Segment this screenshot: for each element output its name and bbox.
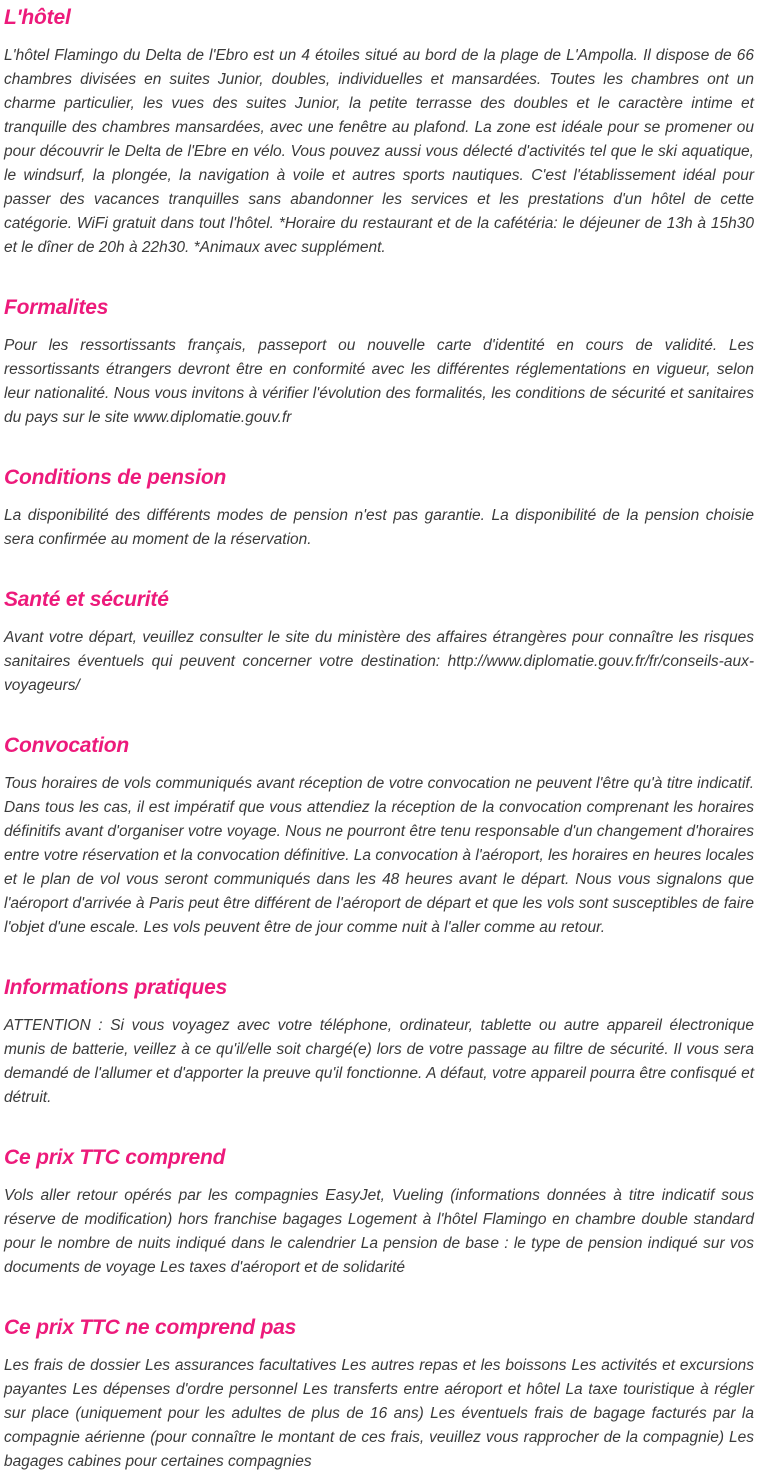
section-convocation xyxy=(4,732,754,940)
section-informations-pratiques xyxy=(4,974,754,1110)
section-sante-securite xyxy=(4,586,754,698)
section-prix-ttc-ne-comprend-pas xyxy=(4,1314,754,1474)
section-body-sante-securite: Avant votre départ, veuillez consulter le site du ministère des affaires étrangères pour connaître les risques sanitaires éventuels qui peuvent concerner votre destination: http://www.diplomatie.gouv.fr/fr/conseils-aux-voyageurs/ xyxy=(4,629,754,694)
section-heading-formalites: Formalites xyxy=(4,296,109,319)
section-prix-ttc-comprend xyxy=(4,1144,754,1280)
section-hotel xyxy=(4,4,754,260)
section-body-convocation: Tous horaires de vols communiqués avant réception de votre convocation ne peuvent l'être qu'à titre indicatif. Dans tous les cas, il est impératif que vous attendiez la réception de la convocation comprenant les horaires définitifs avant d'organiser votre voyage. Nous ne pourront être tenu responsable d'un changement d'horaires entre votre réservation et la convocation définitive. La convocation à l'aéroport, les horaires en heures locales et le plan de vol vous seront communiqués dans les 48 heures avant le départ. Nous vous signalons que l'aéroport d'arrivée à Paris peut être différent de l'aéroport de départ et que les vols sont susceptibles de faire l'objet d'une escale. Les vols peuvent être de jour comme nuit à l'aller comme au retour. xyxy=(4,775,754,936)
section-body-prix-ttc-comprend: Vols aller retour opérés par les compagnies EasyJet, Vueling (informations données à titre indicatif sous réserve de modification) hors franchise bagages Logement à l'hôtel Flamingo en chambre double standard pour le nombre de nuits indiqué dans le calendrier La pension de base : le type de pension indiqué sur vos documents de voyage Les taxes d'aéroport et de solidarité xyxy=(4,1187,754,1276)
section-heading-sante-securite: Santé et sécurité xyxy=(4,588,169,611)
section-heading-prix-ttc-comprend: Ce prix TTC comprend xyxy=(4,1146,226,1169)
section-heading-hotel: L'hôtel xyxy=(4,6,71,29)
section-heading-prix-ttc-ne-comprend-pas: Ce prix TTC ne comprend pas xyxy=(4,1316,297,1339)
section-body-formalites: Pour les ressortissants français, passeport ou nouvelle carte d'identité en cours de validité. Les ressortissants étrangers devront être en conformité avec les différentes réglementations en vigueur, selon leur nationalité. Nous vous invitons à vérifier l'évolution des formalités, les conditions de sécurité et sanitaires du pays sur le site www.diplomatie.gouv.fr xyxy=(4,337,754,426)
section-heading-conditions-pension: Conditions de pension xyxy=(4,466,227,489)
section-heading-convocation: Convocation xyxy=(4,734,129,757)
section-body-hotel: L'hôtel Flamingo du Delta de l'Ebro est un 4 étoiles situé au bord de la plage de L'Ampolla. Il dispose de 66 chambres divisées en suites Junior, doubles, individuelles et mansardées. Toutes les chambres ont un charme particulier, les vues des suites Junior, la petite terrasse des doubles et le caractère intime et tranquille des chambres mansardées, avec une fenêtre au plafond. La zone est idéale pour se promener ou pour découvrir le Delta de l'Ebre en vélo. Vous pouvez aussi vous délecté d'activités tel que le ski aquatique, le windsurf, la plongée, la navigation à voile et autres sports nautiques. C'est l'établissement idéal pour passer des vacances tranquilles sans abandonner les services et les prestations d'un hôtel de cette catégorie. WiFi gratuit dans tout l'hôtel. *Horaire du restaurant et de la cafétéria: le déjeuner de 13h à 15h30 et le dîner de 20h à 22h30. *Animaux avec supplément. xyxy=(4,47,754,256)
section-body-prix-ttc-ne-comprend-pas: Les frais de dossier Les assurances facultatives Les autres repas et les boissons Les activités et excursions payantes Les dépenses d'ordre personnel Les transferts entre aéroport et hôtel La taxe touristique à régler sur place (uniquement pour les adultes de plus de 16 ans) Les éventuels frais de bagage facturés par la compagnie aérienne (pour connaître le montant de ces frais, veuillez vous rapprocher de la compagnie) Les bagages cabines pour certaines compagnies xyxy=(4,1357,754,1470)
section-heading-informations-pratiques: Informations pratiques xyxy=(4,976,228,999)
section-body-informations-pratiques: ATTENTION : Si vous voyagez avec votre téléphone, ordinateur, tablette ou autre appareil électronique munis de batterie, veillez à ce qu'il/elle soit chargé(e) lors de votre passage au filtre de sécurité. Il vous sera demandé de l'allumer et d'apporter la preuve qu'il fonctionne. A défaut, votre appareil pourra être confisqué et détruit. xyxy=(4,1017,754,1106)
section-conditions-pension xyxy=(4,464,754,552)
section-body-conditions-pension: La disponibilité des différents modes de pension n'est pas garantie. La disponibilité de la pension choisie sera confirmée au moment de la réservation. xyxy=(4,507,754,548)
section-formalites xyxy=(4,294,754,430)
